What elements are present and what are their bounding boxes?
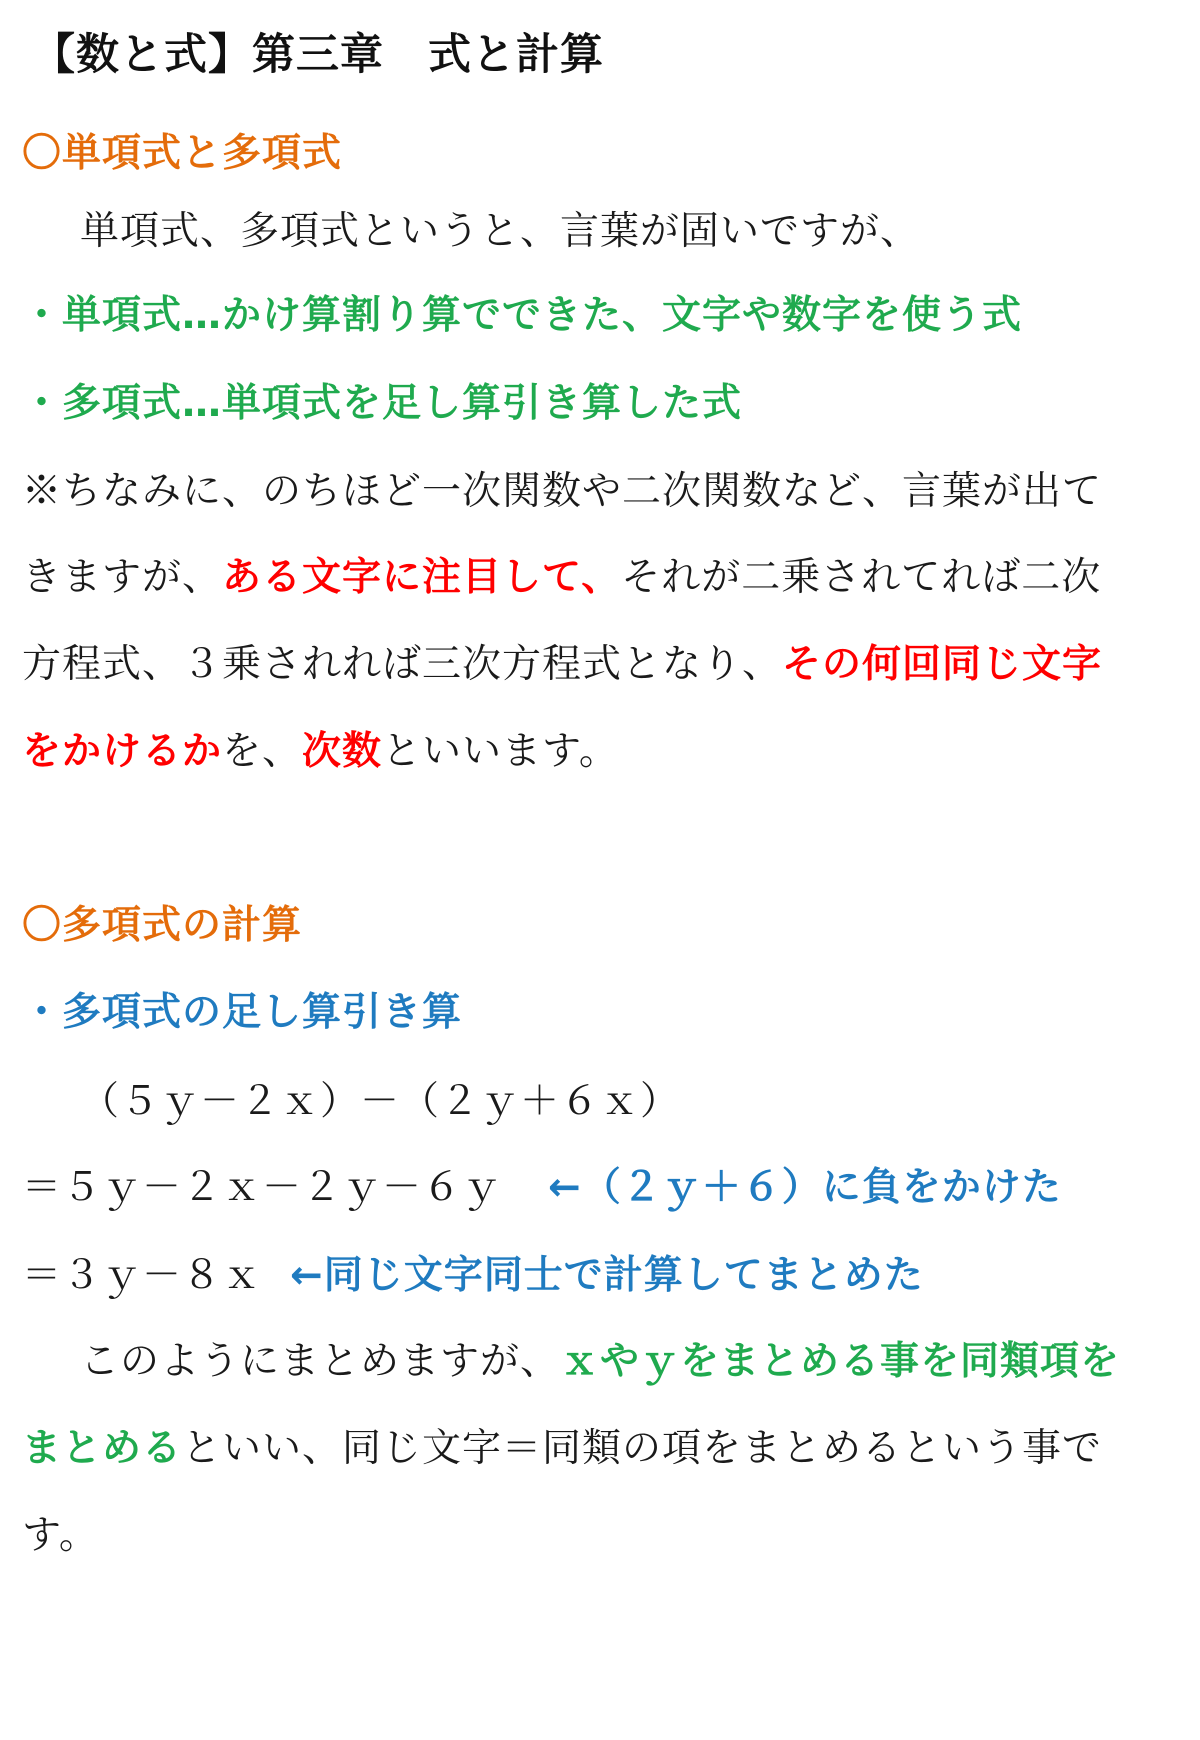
equation-line-3 (22, 1253, 924, 1298)
note-text: を、 (222, 729, 303, 774)
summary-line-3: す。 (22, 1513, 99, 1558)
note-text: きますが、 (22, 555, 223, 600)
equation-expression: ＝５ｙ－２ｘ－２ｙ－６ｙ (22, 1165, 503, 1210)
emphasis-multiply: をかけるか (22, 729, 223, 774)
emphasis-focus-letter: ある文字に注目して、 (222, 555, 622, 600)
subheading-addition-subtraction: ・多項式の足し算引き算 (22, 990, 463, 1035)
note-line-2 (22, 555, 1102, 600)
bullet-polynomial-definition: ・多項式…単項式を足し算引き算した式 (22, 381, 743, 426)
note-line-4 (22, 729, 619, 774)
section-heading-polynomial-calculation: 〇多項式の計算 (22, 903, 303, 948)
equation-line-1: （５ｙ－２ｘ）－（２ｙ＋６ｘ） (80, 1079, 681, 1124)
equation-annotation: ←（２ｙ＋６）に負をかけた (548, 1165, 1062, 1210)
intro-paragraph: 単項式、多項式というと、言葉が固いですが、 (80, 209, 921, 254)
page-title: 【数と式】第三章 式と計算 (32, 30, 604, 80)
equation-line-2 (22, 1165, 1062, 1210)
section-heading-monomial-polynomial: 〇単項式と多項式 (22, 131, 343, 176)
note-line-3 (22, 642, 1103, 687)
summary-text: といい、同じ文字＝同類の項をまとめるという事で (182, 1426, 1103, 1471)
emphasis-like-terms: ｘやｙをまとめる事を同類項を (560, 1339, 1121, 1384)
note-text: といいます。 (382, 729, 619, 774)
note-line-1: ※ちなみに、のちほど一次関数や二次関数など、言葉が出て (22, 469, 1103, 514)
emphasis-degree: 次数 (302, 729, 383, 774)
note-text: 方程式、３乗されれば三次方程式となり、 (22, 642, 783, 687)
equation-expression: ＝３ｙ－８ｘ (22, 1253, 263, 1298)
equation-annotation: ←同じ文字同士で計算してまとめた (290, 1253, 924, 1298)
emphasis-repeat-count: その何回同じ文字 (782, 642, 1103, 687)
note-text: それが二乗されてれば二次 (621, 555, 1102, 600)
bullet-monomial-definition: ・単項式…かけ算割り算でできた、文字や数字を使う式 (22, 293, 1023, 338)
emphasis-combine: まとめる (22, 1426, 183, 1471)
summary-text: このようにまとめますが、 (80, 1339, 561, 1384)
summary-line-2 (22, 1426, 1103, 1471)
summary-line-1 (22, 1339, 1121, 1384)
